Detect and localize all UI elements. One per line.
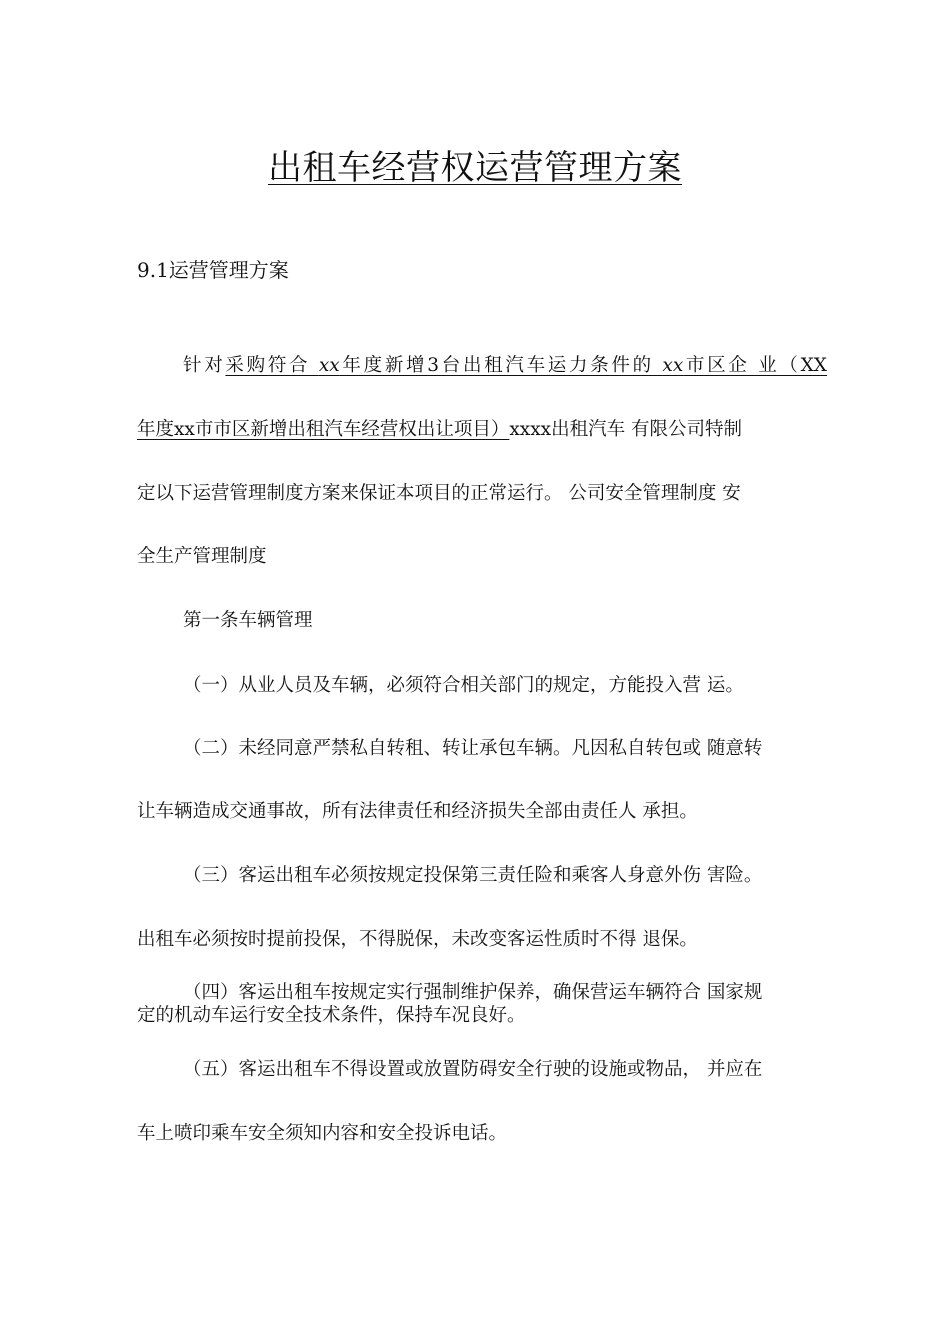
item-2-line-2: 让车辆造成交通事故，所有法律责任和经济损失全部由责任人 承担。	[137, 801, 698, 822]
placeholder-text: xx	[662, 355, 684, 376]
intro-line-3: 定以下运营管理制度方案来保证本项目的正常运行。 公司安全管理制度 安	[137, 483, 741, 504]
item-5-line-2: 车上喷印乘车安全须知内容和安全投诉电话。	[137, 1123, 508, 1144]
intro-line-1	[137, 353, 827, 379]
section-heading: 9.1运营管理方案	[137, 258, 289, 282]
underlined-segment: 采购符合	[225, 355, 319, 376]
intro-line-4: 全生产管理制度	[137, 546, 267, 567]
item-4-line-2: 定的机动车运行安全技术条件，保持车况良好。	[137, 1005, 526, 1026]
document-title-text: 出租车经营权运营管理方案	[268, 148, 682, 188]
placeholder-text: xx	[318, 355, 340, 376]
underlined-segment: 市区企 业（XX	[683, 355, 827, 376]
item-1: （一）从业人员及车辆，必须符合相关部门的规定，方能投入营 运。	[183, 675, 744, 696]
item-5-line-1: （五）客运出租车不得设置或放置防碍安全行驶的设施或物品， 并应在	[183, 1059, 763, 1080]
intro-text: 针对	[183, 355, 226, 376]
document-title	[0, 142, 950, 194]
item-3-line-2: 出租车必须按时提前投保，不得脱保，未改变客运性质时不得 退保。	[137, 929, 698, 950]
underlined-segment: 年度新增3台出租汽车运力条件的	[339, 355, 663, 376]
underlined-text	[225, 355, 827, 376]
item-4-line-1: （四）客运出租车按规定实行强制维护保养，确保营运车辆符合 国家规	[183, 982, 763, 1003]
item-3-line-1: （三）客运出租车必须按规定投保第三责任险和乘客人身意外伤 害险。	[183, 865, 763, 886]
item-2-line-1: （二）未经同意严禁私自转租、转让承包车辆。凡因私自转包或 随意转	[183, 738, 763, 759]
underlined-text: 年度xx市市区新增出租汽车经营权出让项目）	[137, 419, 510, 440]
article-heading: 第一条车辆管理	[183, 610, 313, 631]
intro-line-2	[137, 417, 827, 443]
intro-text: xxxx出租汽车 有限公司特制	[509, 419, 742, 440]
